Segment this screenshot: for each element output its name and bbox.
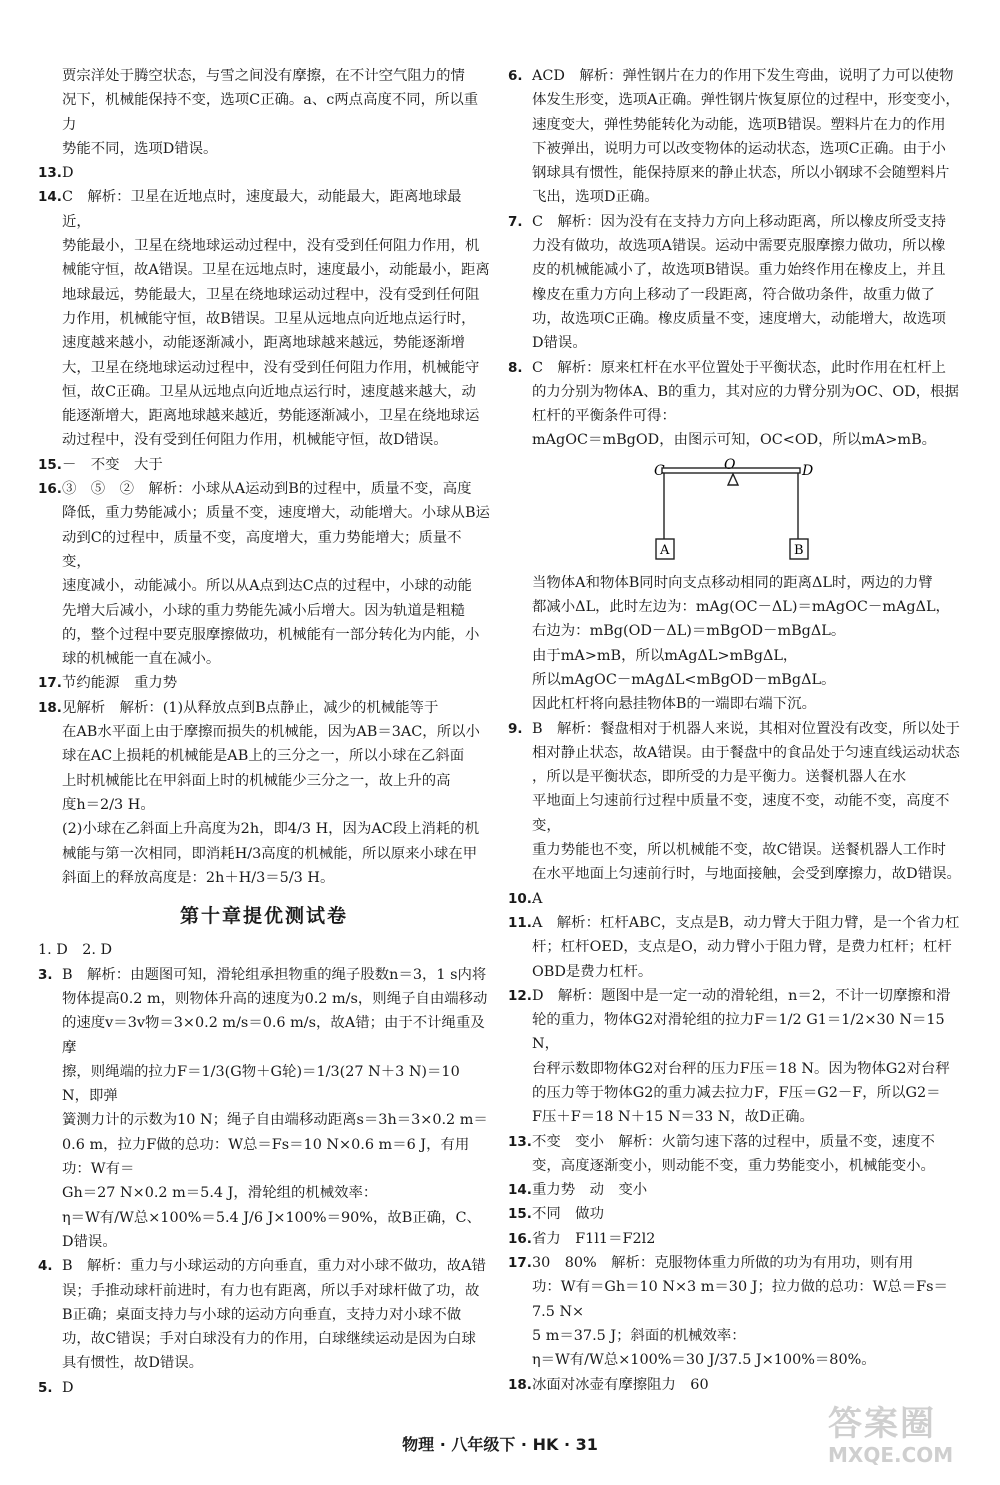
watermark-url: MXQE.COM (828, 1443, 954, 1467)
answer-1-2 (38, 938, 490, 962)
text-line: 钢球具有惯性，能保持原来的静止状态，所以小钢球不会随塑料片 (532, 165, 950, 182)
text-line: 平地面上匀速前行过程中质量不变，速度不变，动能不变，高度不变， (532, 793, 950, 834)
answer-number: 7. (508, 213, 523, 230)
text-line: 擦，则绳端的拉力F＝1/3(G物＋G轮)＝1/3(27 N＋3 N)＝10 N，即弹 (62, 1063, 460, 1105)
text-line: 的压力等于物体G2的重力减去拉力F，F压＝G2－F，所以G2＝ (532, 1084, 941, 1101)
answer-16-b (508, 1227, 964, 1251)
text-line: 大，卫星在绕地球运动过程中，没有受到任何阻力作用，机械能守 (62, 359, 480, 376)
answer-text: D (62, 165, 74, 182)
answer-number: 6. (508, 68, 523, 84)
answer-number: 17. (508, 1255, 532, 1272)
answer-number: 13. (38, 165, 62, 182)
answer-text: 节约能源 重力势 (62, 675, 178, 692)
answer-15 (38, 453, 490, 477)
answer-6 (508, 64, 964, 210)
text-line: 飞出，选项D正确。 (532, 189, 659, 206)
text-line: 先增大后减小，小球的重力势能先减小后增大。因为轨道是粗糙 (62, 602, 465, 619)
text-line: 速度减小，动能减小。所以从A点到达C点的过程中，小球的动能 (62, 578, 472, 595)
text-line: 误；手推动球杆前进时，有力也有距离，所以手对球杆做了功，故 (62, 1282, 480, 1299)
text-line: 具有惯性，故D错误。 (62, 1355, 204, 1372)
text-line: 簧测力计的示数为10 N；绳子自由端移动距离s＝3h＝3×0.2 m＝ (62, 1112, 488, 1129)
answer-number: 18. (508, 1376, 532, 1393)
text-line: 力作用，机械能守恒，故B错误。卫星从远地点向近地点运行时， (62, 310, 476, 327)
text-line: 下被弹出，说明力可以改变物体的运动状态，选项C正确。由于小 (532, 140, 946, 157)
section-title: 第十章提优测试卷 (179, 905, 348, 928)
text-line: 在水平地面上匀速前行时，与地面接触，会受到摩擦力，故D错误。 (532, 866, 961, 883)
label-d: D (802, 462, 814, 479)
text-line: (2)小球在乙斜面上升高度为2h，即4/3 H，因为AC段上消耗的机 (62, 821, 480, 838)
answer-8 (508, 356, 964, 717)
text-line: 体发生形变，选项A正确。弹性钢片恢复原位的过程中，形变变小， (532, 92, 960, 109)
text-line: 斜面上的释放高度是：2h＋H/3＝5/3 H。 (62, 869, 335, 886)
text-line: 动过程中，没有受到任何阻力作用，机械能守恒，故D错误。 (62, 432, 448, 449)
text-line: 降低，重力势能减小；质量不变，速度增大，动能增大。小球从B运 (62, 505, 490, 522)
text-line: B 解析：餐盘相对于机器人来说，其相对位置没有改变，所以处于 (532, 720, 960, 737)
text-line: 动到C的过程中，质量不变，高度增大，重力势能增大；质量不变， (62, 529, 462, 570)
watermark-logo (828, 1404, 978, 1476)
text-line: 0.6 m，拉力F做的总功：W总＝Fs＝10 N×0.6 m＝6 J，有用功：W有＝ (62, 1136, 470, 1178)
text-line: B正确；桌面支持力与小球的运动方向垂直，支持力对小球不做 (62, 1306, 462, 1323)
answer-text: 省力 F1l1＝F2l2 (532, 1230, 656, 1247)
answer-number: 5. (38, 1379, 53, 1396)
text-line: mAgOC＝mBgOD，由图示可知，OC<OD，所以mA>mB。 (532, 432, 937, 449)
text-line: 变，高度逐渐变小，则动能不变，重力势能变小，机械能变小。 (532, 1157, 935, 1174)
text-line: 度h＝2/3 H。 (62, 796, 155, 813)
answer-number: 16. (508, 1230, 532, 1247)
text-line: 械能守恒，故A错误。卫星在远地点时，速度最小，动能最小，距离 (62, 262, 490, 279)
text-line: D错误。 (532, 335, 587, 352)
text-line: Gh＝27 N×0.2 m＝5.4 J，滑轮组的机械效率： (62, 1185, 378, 1202)
label-b: B (794, 542, 804, 558)
answer-14-b (508, 1178, 964, 1202)
label-c: C (654, 462, 665, 479)
text-line: 重力势能也不变，所以机械能不变，故C错误。送餐机器人工作时 (532, 842, 946, 859)
answer-text: A (532, 890, 543, 907)
text-line: B 解析：由题图可知，滑轮组承担物重的绳子股数n＝3，1 s内将 (62, 966, 487, 983)
text-line: 功，故选项C正确。橡皮质量不变，速度增大，动能增大，故选项 (532, 310, 946, 327)
answer-number: 9. (508, 720, 523, 737)
answer-number: 17. (38, 675, 62, 692)
answer-15-b (508, 1202, 964, 1226)
answer-13 (38, 161, 490, 185)
answer-text: 不同 做功 (532, 1206, 604, 1223)
text-line: 球的机械能一直在减小。 (62, 651, 221, 668)
text-line: C 解析：卫星在近地点时，速度最大，动能最大，距离地球最近， (62, 189, 462, 230)
answer-number: 11. (508, 914, 532, 931)
answer-4 (38, 1254, 490, 1375)
text-line: B 解析：重力与小球运动的方向垂直，重力对小球不做功，故A错 (62, 1258, 486, 1275)
lever-diagram (632, 457, 832, 567)
text-line: 皮的机械能减小了，故选项B错误。重力始终作用在橡皮上，并且 (532, 262, 946, 279)
text-line: ACD 解析：弹性钢片在力的作用下发生弯曲，说明了力可以使物 (532, 68, 954, 84)
text-line: F压＋F＝18 N＋15 N＝33 N，故D正确。 (532, 1109, 814, 1126)
lever-diagram-svg (632, 457, 832, 567)
text-line: 械能与第一次相同，即消耗H/3高度的机械能，所以原来小球在甲 (62, 845, 478, 862)
answer-number: 14. (38, 189, 62, 206)
text-line: 上时机械能比在甲斜面上时的机械能少三分之一，故上升的高 (62, 772, 451, 789)
watermark-title: 答案圈 (828, 1404, 936, 1444)
label-a: A (660, 542, 670, 558)
answer-11 (508, 911, 964, 984)
answer-7 (508, 210, 964, 356)
text-line: 的速度v＝3v物＝3×0.2 m/s＝0.6 m/s，故A错；由于不计绳重及摩 (62, 1015, 485, 1056)
text-line: 的力分别为物体A、B的重力，其对应的力臂分别为OC、OD，根据 (532, 383, 959, 400)
text-line: 恒，故C正确。卫星从远地点向近地点运行时，速度越来越大，动 (62, 383, 476, 400)
text-line: 杠杆的平衡条件可得： (532, 408, 676, 425)
page-footer: 物理 · 八年级下 · HK · 31 (402, 1435, 598, 1454)
answer-text: 1. D 2. D (38, 942, 113, 959)
answer-number: 15. (38, 456, 62, 473)
text-line: 势能不同，选项D错误。 (62, 140, 218, 157)
text-line: 所以mAgOC－mAgΔL<mBgOD－mBgΔL。 (532, 671, 836, 688)
text-line: C 解析：因为没有在支持力方向上移动距离，所以橡皮所受支持 (532, 213, 946, 230)
text-line: 功，故C错误；手对白球没有力的作用，白球继续运动是因为白球 (62, 1331, 476, 1348)
answer-text: 冰面对冰壶有摩擦阻力 60 (532, 1376, 709, 1393)
answer-9 (508, 717, 964, 887)
intro-paragraph (38, 64, 490, 161)
answer-number: 8. (508, 359, 523, 376)
text-line: 见解析 解析：(1)从释放点到B点静止，减少的机械能等于 (62, 699, 439, 716)
text-line: ③ ⑤ ② 解析：小球从A运动到B的过程中，质量不变，高度 (62, 481, 472, 498)
answer-number: 13. (508, 1133, 532, 1150)
answer-number: 14. (508, 1182, 532, 1199)
answer-17 (38, 671, 490, 695)
text-line: 贾宗洋处于腾空状态，与雪之间没有摩擦，在不计空气阻力的情 (62, 68, 465, 84)
text-line: D 解析：题图中是一定一动的滑轮组，n＝2，不计一切摩擦和滑 (532, 987, 951, 1004)
answer-number: 10. (508, 890, 532, 907)
text-line: 杆；杠杆OED，支点是O，动力臂小于阻力臂，是费力杠杆；杠杆 (532, 939, 952, 956)
text-line: 当物体A和物体B同时向支点移动相同的距离ΔL时，两边的力臂 (532, 574, 933, 591)
answer-3 (38, 963, 490, 1255)
fulcrum-triangle (728, 474, 738, 485)
answer-16 (38, 477, 490, 671)
text-line: 橡皮在重力方向上移动了一段距离，符合做功条件，故重力做了 (532, 286, 935, 303)
answer-number: 15. (508, 1206, 532, 1223)
answer-number: 18. (38, 699, 62, 716)
text-line: η＝W有/W总×100%＝30 J/37.5 J×100%＝80%。 (532, 1352, 876, 1369)
answer-text: － 不变 大于 (62, 456, 163, 473)
answer-number: 3. (38, 966, 53, 983)
text-line: 相对静止状态，故A错误。由于餐盘中的食品处于匀速直线运动状态 (532, 744, 960, 761)
text-line: 右边为：mBg(OD－ΔL)＝mBgOD－mBgΔL。 (532, 623, 846, 640)
text-line: 力没有做功，故选项A错误。运动中需要克服摩擦力做功，所以橡 (532, 238, 946, 255)
text-line: 都减小ΔL，此时左边为：mAg(OC－ΔL)＝mAgOC－mAgΔL， (532, 599, 950, 616)
text-line: 物体提高0.2 m，则物体升高的速度为0.2 m/s，则绳子自由端移动 (62, 990, 488, 1007)
answer-text: D (62, 1379, 74, 1396)
text-line: η＝W有/W总×100%＝5.4 J/6 J×100%＝90%，故B正确，C、D错误。 (62, 1209, 481, 1250)
answer-5 (38, 1376, 490, 1400)
text-line: 5 m＝37.5 J；斜面的机械效率： (532, 1327, 746, 1344)
answer-13-b (508, 1130, 964, 1179)
text-line: 球在AC上损耗的机械能是AB上的三分之一，所以小球在乙斜面 (62, 748, 465, 765)
text-line: 因此杠杆将向悬挂物体B的一端即右端下沉。 (532, 696, 816, 713)
text-line: 地球最远，势能最大，卫星在绕地球运动过程中，没有受到任何阻 (62, 286, 480, 303)
answer-number: 4. (38, 1258, 53, 1275)
text-line: A 解析：杠杆ABC，支点是B，动力臂大于阻力臂，是一个省力杠 (532, 914, 960, 931)
text-line: 30 80% 解析：克服物体重力所做的功为有用功，则有用 (532, 1255, 914, 1272)
answer-number: 12. (508, 987, 532, 1004)
text-line: 能逐渐增大，距离地球越来越近，势能逐渐减小，卫星在绕地球运 (62, 408, 480, 425)
answer-text: 重力势 动 变小 (532, 1182, 648, 1199)
right-column (508, 64, 964, 1397)
text-line: OBD是费力杠杆。 (532, 963, 653, 980)
left-column (38, 64, 490, 1400)
text-line: 况下，机械能保持不变，选项C正确。a、c两点高度不同，所以重力 (62, 92, 479, 133)
text-line: 的，整个过程中要克服摩擦做功，机械能有一部分转化为内能，小 (62, 626, 480, 643)
answer-12 (508, 984, 964, 1130)
text-line: 台秤示数即物体G2对台秤的压力F压＝18 N。因为物体G2对台秤 (532, 1060, 950, 1077)
answer-17-b (508, 1251, 964, 1372)
text-line: 速度越来越小，动能逐渐减小，距离地球越来越远，势能逐渐增 (62, 335, 465, 352)
text-line: 由于mA>mB，所以mAgΔL>mBgΔL， (532, 647, 798, 664)
text-line: 势能最小，卫星在绕地球运动过程中，没有受到任何阻力作用，机 (62, 238, 480, 255)
answer-10 (508, 887, 964, 911)
text-line: C 解析：原来杠杆在水平位置处于平衡状态，此时作用在杠杆上 (532, 359, 946, 376)
text-line: ，所以是平衡状态，即所受的力是平衡力。送餐机器人在水 (532, 769, 907, 786)
label-o: O (724, 456, 736, 473)
text-line: 不变 变小 解析：火箭匀速下落的过程中，质量不变，速度不 (532, 1133, 935, 1150)
text-line: 功：W有＝Gh＝10 N×3 m＝30 J；拉力做的总功：W总＝Fs＝7.5 N× (532, 1279, 948, 1320)
text-line: 轮的重力，物体G2对滑轮组的拉力F＝1/2 G1＝1/2×30 N＝15 N， (532, 1012, 945, 1053)
text-line: 在AB水平面上由于摩擦而损失的机械能，因为AB＝3AC，所以小 (62, 724, 480, 741)
answer-18 (38, 696, 490, 890)
answer-number: 16. (38, 481, 62, 498)
text-line: 速度变大，弹性势能转化为动能，选项B错误。塑料片在力的作用 (532, 116, 946, 133)
answer-18-b (508, 1373, 964, 1397)
answer-14 (38, 185, 490, 452)
